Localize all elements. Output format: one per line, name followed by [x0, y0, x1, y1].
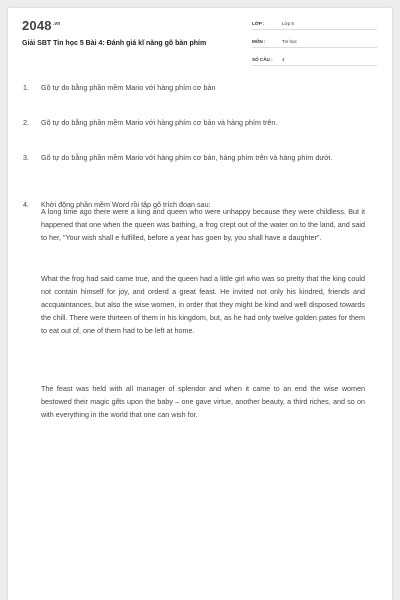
- meta-value-count: 4: [282, 56, 285, 62]
- document-header: [8, 8, 392, 60]
- meta-row-class: [252, 17, 377, 30]
- question-text: Gõ tự do bằng phần mềm Mario với hàng phím cơ bản: [41, 83, 216, 92]
- question-number: 2.: [23, 118, 29, 127]
- meta-row-count: [252, 53, 377, 66]
- meta-label-count: SỐ CÂU :: [252, 56, 273, 62]
- question-number: 3.: [23, 153, 29, 162]
- question-number: 1.: [23, 83, 29, 92]
- passage-paragraph: The feast was held with all manager of splendor and when it came to an end the wise women bestowed their magic gifts upon the baby – one gave virtue, another beauty, a third riches, and so on with everything in the world that one can wish for.: [41, 384, 365, 419]
- passage-paragraph: What the frog had said came true, and the queen had a little girl who was so pretty that the king could not contain himself for joy, and orderd a great feast. He invited not only his kindred, friends and accquaintances, but also the wise women, in order that they might be kind and well disposed towards the chill. There were thirteen of them in his kingdom, but, as he had only twelve golden pates for them to eat out of, one of them had to be left at home.: [41, 274, 365, 335]
- document-title: Giải SBT Tin học 5 Bài 4: Đánh giá kĩ năng gõ bàn phím: [22, 40, 207, 47]
- meta-value-class: Lớp 5: [282, 20, 294, 26]
- meta-label-class: LỚP :: [252, 20, 265, 26]
- meta-label-subject: MÔN :: [252, 38, 266, 44]
- logo-text: 2048: [22, 18, 52, 33]
- question-text: Khởi động phần mềm Word rồi tập gõ trích đoạn sau:: [41, 200, 211, 209]
- meta-row-subject: [252, 35, 377, 48]
- meta-value-subject: Tin học: [282, 38, 297, 44]
- meta-info-panel: [252, 17, 377, 71]
- passage-paragraph: A long time ago there were a king and queen who were unhappy because they were childless. But it happened that one when the queen was bathing, a frog crept out of the water on to the land, and said to her, "Your wish shall e fulfilled, before a year has goen by, you shall have a daughter".: [41, 207, 365, 242]
- question-text: Gõ tự do bằng phần mềm Mario với hàng phím cơ bản, hàng phím trên và hàng phím dưới.: [41, 153, 333, 162]
- document-page: [8, 8, 392, 600]
- logo-suffix: .vn: [52, 20, 61, 27]
- site-logo[interactable]: [22, 18, 61, 33]
- question-text: Gõ tự do bằng phần mềm Mario với hàng phím cơ bản và hàng phím trên.: [41, 118, 278, 127]
- question-number: 4.: [23, 200, 29, 209]
